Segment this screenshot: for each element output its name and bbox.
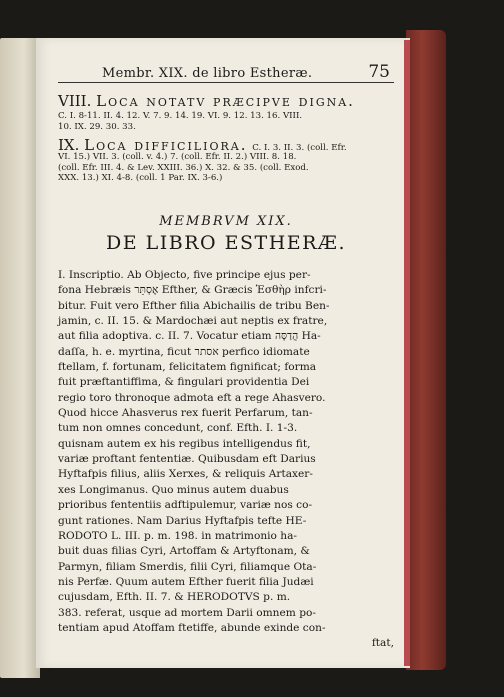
- running-head: [58, 62, 394, 82]
- section-8-heading: [58, 92, 394, 110]
- body-line: ftat,: [371, 637, 394, 650]
- page-number: 75: [368, 62, 390, 82]
- body-line: I. Inscriptio. Ab Objecto, five principe ejus per-: [58, 269, 311, 281]
- body-line: xes Longimanus. Quo minus autem duabus: [58, 483, 289, 496]
- section-9-references: [58, 152, 394, 184]
- body-line: variæ proftant fententiæ. Quibusdam eft Darius: [58, 453, 316, 466]
- body-line: prioribus fententiis adftipulemur, variæ nos co-: [58, 499, 313, 512]
- body-line: gunt rationes. Nam Darius Hyftafpis tefte HE-: [58, 514, 307, 527]
- body-line: Parmyn, filiam Smerdis, filii Cyri, filiamque Ota-: [58, 560, 317, 573]
- body-line: RODOTO L. III. p. m. 198. in matrimonio ha-: [58, 529, 298, 542]
- body-line: tentiam apud Atoffam ftetiffe, abunde exinde con-: [58, 621, 326, 634]
- body-line: fona Hebræis אֶסְתֵּר Efther, & Græcis Ἐσθὴρ infcri-: [58, 284, 327, 297]
- body-line: Hyftafpis filius, aliis Xerxes, & reliquis Artaxer-: [58, 468, 313, 481]
- facing-page-edge: [0, 38, 40, 678]
- header-rule: [58, 82, 394, 83]
- body-line: quisnam autem ex his regibus intelligendus fit,: [58, 437, 311, 450]
- body-text: [58, 268, 394, 652]
- reference-line: (coll. Efr. III. 4. & Lev. XXIII. 36.) X. 32. & 35. (coll. Exod.: [58, 162, 309, 173]
- book-cover: [406, 30, 446, 670]
- section-9-title: Loca difficiliora.: [84, 136, 248, 154]
- body-line: nis Perfæ. Quum autem Efther fuerit filia Judæi: [58, 575, 314, 588]
- chapter-title: DE LIBRO ESTHERÆ.: [105, 232, 346, 254]
- section-8-references: [58, 111, 394, 132]
- body-line: buit duas filias Cyri, Artoffam & Artyftonam, &: [58, 545, 310, 558]
- running-head-title: Membr. XIX. de libro Estheræ.: [102, 66, 313, 81]
- body-line: fuit præftantiffima, & fingulari providentia Dei: [58, 376, 310, 389]
- section-8-number: VIII.: [58, 92, 92, 110]
- body-line: cujusdam, Efth. II. 7. & HERODOTVS p. m.: [58, 591, 291, 604]
- body-line: aut filia adoptiva. c. II. 7. Vocatur etiam הֲדַסָּה Ha-: [58, 330, 321, 343]
- reference-line: C. I. 3. II. 3. (coll. Efr.: [252, 143, 347, 153]
- body-line: Quod hicce Ahasverus rex fuerit Perfarum, tan-: [58, 407, 313, 420]
- reference-line: 10. IX. 29. 30. 33.: [58, 121, 136, 132]
- body-line: 383. referat, usque ad mortem Darii omnem po-: [58, 606, 316, 619]
- reference-line: XXX. 13.) XI. 4-8. (coll. 1 Par. IX. 3-6.): [58, 173, 223, 184]
- body-line: tum non omnes concedunt, conf. Efth. I. 1-3.: [58, 422, 298, 435]
- page-edge-red: [404, 40, 410, 666]
- book-page: [36, 38, 410, 668]
- body-line: ftellam, f. fortunam, felicitatem fignificat; forma: [58, 361, 317, 374]
- body-line: jamin, c. II. 15. & Mardochæi aut neptis ex fratre,: [58, 315, 328, 328]
- section-8-title: Loca notatv præcipve digna.: [96, 92, 355, 110]
- body-line: bitur. Fuit vero Efther filia Abichailis de tribu Ben-: [58, 299, 330, 312]
- membrum-heading: MEMBRVM XIX.: [159, 214, 293, 229]
- reference-line: C. I. 8-11. II. 4. 12. V. 7. 9. 14. 19. VI. 9. 12. 13. 16. VIII.: [58, 111, 303, 121]
- reference-line: VI. 15.) VII. 3. (coll. v. 4.) 7. (coll. Efr. II. 2.) VIII. 8. 18.: [58, 152, 297, 162]
- body-line: regio toro thronoque admota eft a rege Ahasvero.: [58, 391, 326, 404]
- section-9-number: IX.: [58, 136, 80, 154]
- body-line: daſſa, h. e. myrtina, ficut אסתר perfico idiomate: [58, 345, 310, 358]
